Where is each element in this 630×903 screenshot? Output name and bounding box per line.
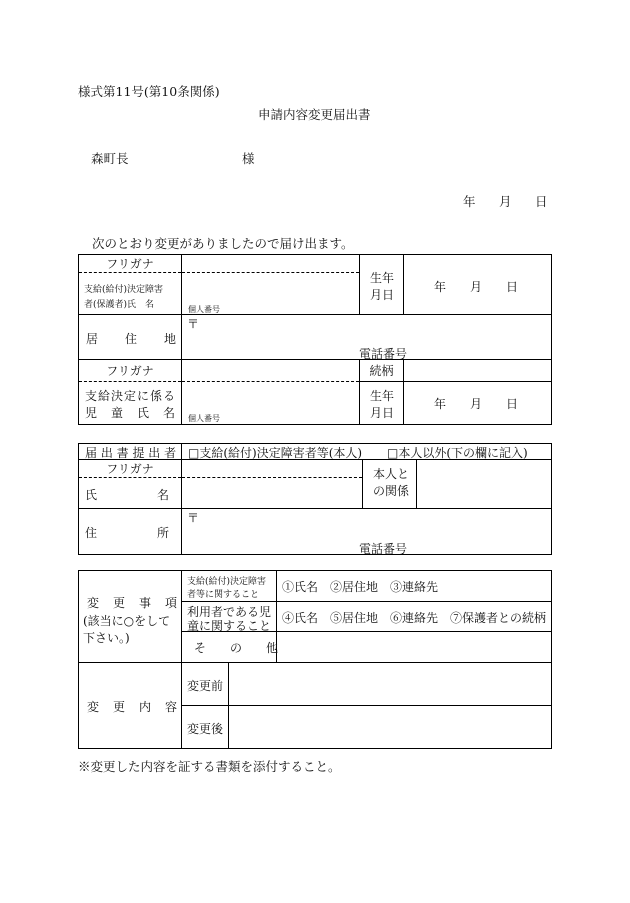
change-table (78, 570, 552, 749)
category-applicant-items[interactable]: ①氏名 ②居住地 ③連絡先 (277, 571, 552, 602)
address-field[interactable] (182, 509, 552, 555)
form-title: 申請内容変更届出書 (258, 107, 371, 122)
change-content-label: 変 更 内 容 (79, 663, 182, 749)
furigana-field[interactable] (182, 255, 360, 273)
birth-date-field[interactable]: 年 月 日 (404, 255, 552, 315)
furigana-label: フリガナ (79, 255, 182, 273)
child-furigana-label: フリガナ (79, 360, 182, 382)
name-label: 支給(給付)決定障害 者(保護者)氏 名 (79, 273, 182, 315)
submitter-options (182, 444, 552, 460)
option-other[interactable]: □本人以外(下の欄に記入) (387, 446, 528, 460)
child-birth-date-field[interactable]: 年 月 日 (404, 382, 552, 425)
relation-to-self-label: 本人と の関係 (363, 460, 417, 509)
submitter-label: 届 出 書 提 出 者 (79, 444, 182, 460)
form-number: 様式第11号(第10条関係) (78, 84, 220, 99)
category-child-items[interactable]: ④氏名 ⑤居住地 ⑥連絡先 ⑦保護者との続柄 (277, 602, 552, 632)
category-applicant-label: 支給(給付)決定障害 者等に関すること (182, 571, 277, 602)
birth-label: 生年 月日 (360, 255, 404, 315)
intro-text: 次のとおり変更がありましたので届け出ます。 (92, 236, 354, 251)
residence-field[interactable] (182, 315, 552, 360)
submitter-furigana-field[interactable] (182, 460, 363, 478)
child-birth-label: 生年 月日 (360, 382, 404, 425)
child-name-label: 支給決定に係る 児 童 氏 名 (79, 382, 182, 425)
relation-to-self-field[interactable] (417, 460, 552, 509)
after-field[interactable] (229, 706, 552, 749)
applicant-table (78, 254, 552, 425)
address-label: 住 所 (79, 509, 182, 555)
phone-label: 電話番号 (359, 347, 408, 361)
after-label: 変更後 (182, 706, 229, 749)
date-day: 日 (535, 194, 548, 209)
submitter-furigana-label: フリガナ (79, 460, 182, 478)
postal-mark: 〒 (187, 511, 200, 525)
option-self[interactable]: □支給(給付)決定障害者等(本人) (188, 446, 363, 460)
relation-field[interactable] (404, 360, 552, 382)
name-field[interactable]: 個人番号 (182, 273, 360, 315)
addressee-suffix: 様 (242, 151, 255, 166)
date-month: 月 (499, 194, 512, 209)
submitter-name-field[interactable] (182, 478, 363, 509)
before-field[interactable] (229, 663, 552, 706)
submitter-name-label: 氏 名 (79, 478, 182, 509)
before-label: 変更前 (182, 663, 229, 706)
category-child-label: 利用者である児 童に関すること (182, 602, 277, 632)
postal-mark: 〒 (187, 317, 200, 331)
relation-label: 続柄 (360, 360, 404, 382)
footer-note: ※変更した内容を証する書類を添付すること。 (78, 759, 341, 774)
category-other-label: そ の 他 (182, 632, 277, 663)
child-furigana-field[interactable] (182, 360, 360, 382)
submitter-table (78, 443, 552, 555)
date-year: 年 (463, 194, 476, 209)
residence-label: 居 住 地 (79, 315, 182, 360)
phone-label: 電話番号 (359, 542, 408, 556)
addressee: 森町長 (91, 151, 129, 166)
category-other-field[interactable] (277, 632, 552, 663)
change-items-label: 変 更 事 項 (該当に○をして 下さい。) (79, 571, 182, 663)
child-name-field[interactable]: 個人番号 (182, 382, 360, 425)
